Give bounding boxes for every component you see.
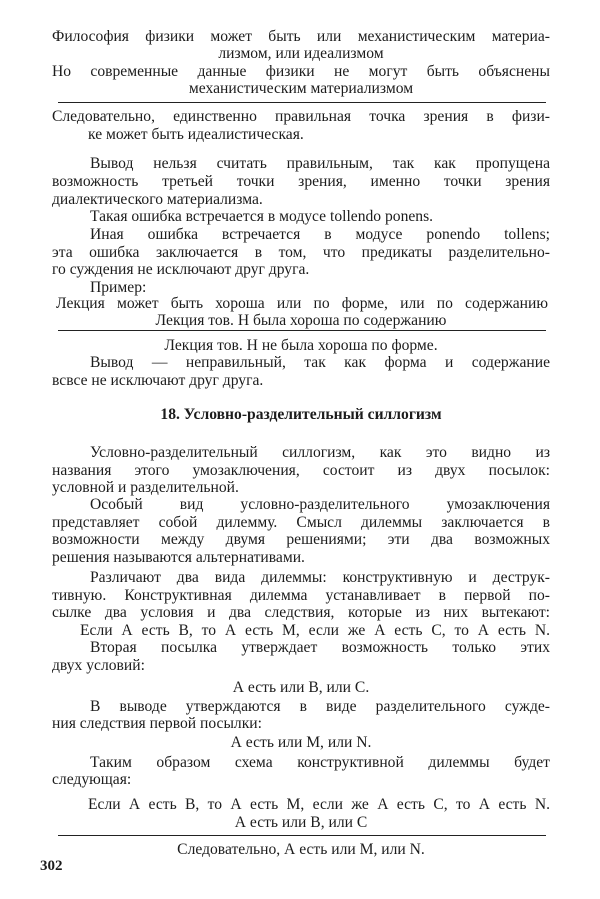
formula-line: А есть или В, или С	[234, 814, 368, 831]
section-heading: 18. Условно-разделительный силлогизм	[160, 406, 442, 423]
text-line: ке может быть идеалистическая.	[88, 126, 304, 143]
text-line: Такая ошибка встречается в модусе tollendo ponens.	[90, 208, 434, 225]
text-line: Лекция тов. Н не была хороша по форме.	[164, 337, 438, 354]
text-line: возможности между двумя решениями; эти два возможных	[52, 531, 550, 548]
text-line: тивную. Конструктивная дилемма устанавливает в первой по-	[52, 587, 550, 604]
text-line: В выводе утверждаются в виде разделительного сужде-	[90, 698, 550, 715]
formula-line: Если А есть В, то А есть М, если же А есть С, то А есть N.	[88, 796, 550, 813]
text-line: следующая:	[52, 771, 132, 788]
text-line: представляет собой дилемму. Смысл дилеммы заключается в	[52, 514, 550, 531]
text-line: ния следствия первой посылки:	[52, 715, 262, 732]
text-line: го суждения не исключают друг друга.	[52, 261, 310, 278]
text-line: Иная ошибка встречается в модусе ponendo tollens;	[90, 226, 550, 243]
text-line: Пример:	[90, 279, 147, 296]
text-line: двух условий:	[52, 657, 145, 674]
text-line: условной и разделительной.	[52, 479, 239, 496]
text-line: Таким образом схема конструктивной дилеммы будет	[90, 754, 550, 771]
syllogism-rule	[58, 330, 546, 331]
syllogism-rule	[58, 835, 546, 836]
text-line: Различают два вида дилеммы: конструктивную и деструк-	[90, 569, 550, 586]
text-line: Философия физики может быть или механистическим материа-	[52, 28, 550, 45]
text-line: Вывод — неправильный, так как форма и содержание	[90, 354, 550, 371]
text-line: Вторая посылка утверждает возможность только этих	[90, 639, 550, 656]
text-line: лизмом, или идеализмом	[218, 45, 384, 62]
text-line: Но современные данные физики не могут быть объяснены	[52, 63, 550, 80]
text-line: названия этого умозаключения, состоит из двух посылок:	[52, 462, 550, 479]
syllogism-rule	[58, 102, 546, 103]
text-line: возможность третьей точки зрения, именно точки зрения	[52, 173, 550, 190]
text-line: Условно-разделительный силлогизм, как это видно из	[90, 444, 550, 461]
formula-line: Если А есть В, то А есть М, если же А есть С, то А есть N.	[80, 622, 550, 639]
text-line: Следовательно, единственно правильная точка зрения в физи-	[52, 108, 550, 125]
formula-line: А есть или В, или С.	[232, 679, 370, 696]
page-number: 302	[40, 858, 63, 874]
text-line: Вывод нельзя считать правильным, так как пропущена	[90, 155, 550, 172]
formula-line: Следовательно, А есть или М, или N.	[177, 841, 425, 858]
text-line: механистическим материализмом	[188, 80, 414, 97]
text-line: эта ошибка заключается в том, что предикаты разделительно-	[52, 244, 550, 261]
text-line: сылке два условия и два следствия, которые из них вытекают:	[52, 604, 550, 621]
text-line: диалектического материализма.	[52, 191, 263, 208]
text-line: решения называются альтернативами.	[52, 549, 305, 566]
text-line: всвсе не исключают друг друга.	[52, 372, 264, 389]
text-line: Лекция может быть хороша или по форме, или по содержанию	[56, 295, 548, 312]
formula-line: А есть или М, или N.	[230, 734, 372, 751]
text-line: Лекция тов. Н была хороша по содержанию	[155, 312, 447, 329]
text-line: Особый вид условно-разделительного умозаключения	[90, 496, 550, 513]
